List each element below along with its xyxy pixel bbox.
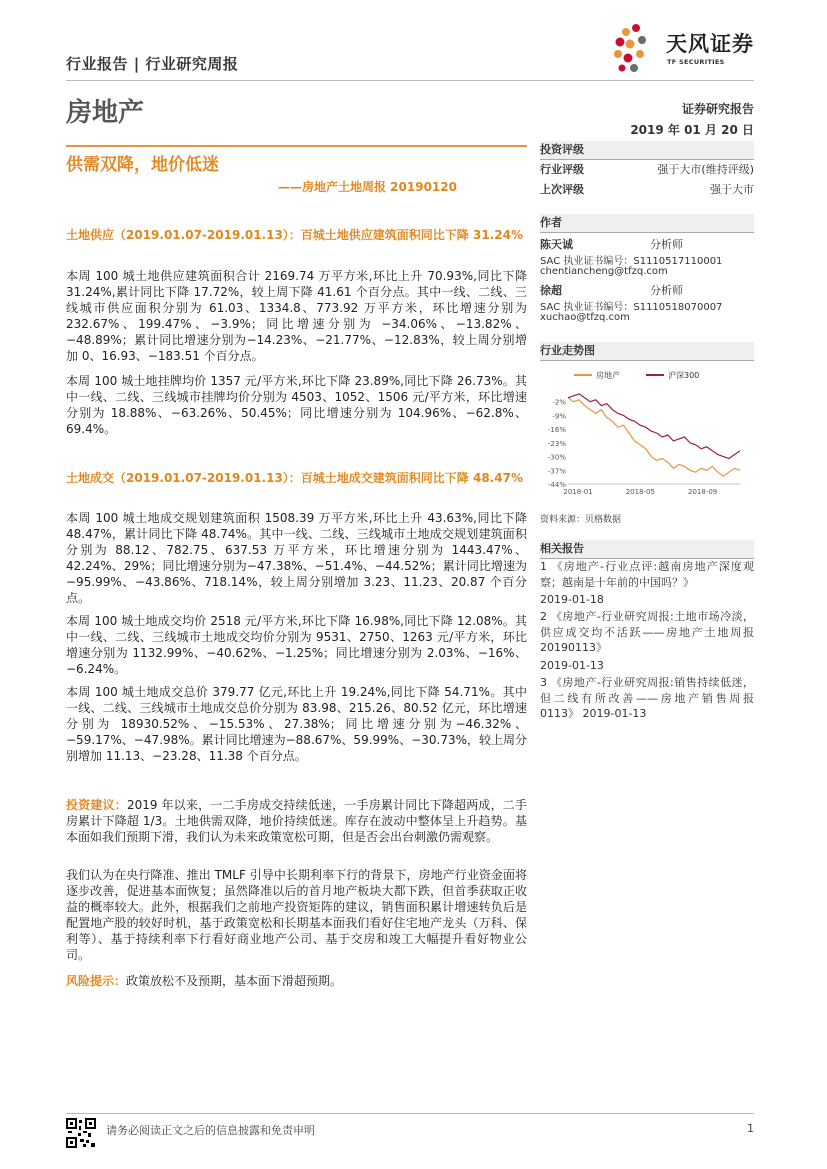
header-divider (66, 80, 754, 81)
previous-rating-label: 上次评级 (540, 183, 584, 196)
related-report-1[interactable]: 1 《房地产-行业点评:越南房地产深度观察；越南是十年前的中国吗？》 (540, 560, 754, 589)
x-tick-label: 2018-05 (625, 488, 655, 496)
section-land-supply-heading: 土地供应（2019.01.07-2019.01.13）：百城土地供应建筑面积同比下降 31.24% (66, 228, 523, 242)
y-tick-label: -23% (547, 439, 566, 448)
analyst-1-role: 分析师 (650, 238, 683, 251)
land-deal-para-3: 本周 100 城土地成交总价 379.77 亿元,环比上升 19.24%,同比下降 54.71%。其中一线、二线、三线城市土地成交总价分别为 83.98、215.26、80.52 亿元，环比增速分别为 18930.52%、−15.53%、27.38%；同比增速分别为−46.32%、−59.17%、−47.98%。累计同比增速为−88.67%、59.99%、−30.73%，较上周分别增加 11.13、−23.28、11.38 个百分点。 (66, 685, 527, 763)
related-report-2[interactable]: 2 《房地产-行业研究周报:土地市场冷淡，供应成交均不活跃——房地产土地周报 20190113》 (540, 610, 754, 654)
related-report-2-date: 2019-01-13 (540, 659, 604, 672)
risk-warning (66, 973, 527, 989)
industry-rating-value: 强于大市(维持评级) (657, 163, 754, 176)
analyst-2-role: 分析师 (650, 284, 683, 297)
footer-disclaimer: 请务必阅读正文之后的信息披露和免责申明 (106, 1124, 315, 1137)
y-tick-label: -37% (547, 467, 566, 476)
y-tick-label: -44% (547, 481, 566, 489)
analyst-1-email[interactable]: chentiancheng@tfzq.com (540, 266, 668, 277)
x-tick-label: 2018-09 (688, 488, 718, 496)
qr-code-icon (66, 1118, 96, 1148)
investment-advice-para-2: 我们认为在央行降准、推出 TMLF 引导中长期利率下行的背景下，房地产行业资金面将逐步改善，促进基本面恢复；虽然降准以后的首月地产板块大都下跌，但首季获取正收益的概率较大。此外，根据我们之前地产投资矩阵的建议，销售面积累计增速转负后是配置地产股的较好时机，基于政策宽松和长期基本面我们看好住宅地产龙头（万科、保利等）、基于持续利率下行看好商业地产公司、基于交房和竣工大幅提升看好物业公司。 (66, 868, 527, 962)
author-heading: 作者 (540, 214, 754, 233)
logo-text-cn: 天风证券 (666, 32, 754, 56)
report-title: 供需双降，地价低迷 (66, 155, 219, 175)
related-reports-heading: 相关报告 (540, 540, 754, 559)
industry-title: 房地产 (66, 98, 145, 128)
y-tick-label: -30% (547, 453, 566, 462)
analyst-2-email[interactable]: xuchao@tfzq.com (540, 312, 630, 323)
risk-warning-text: 政策放松不及预期，基本面下滑超预期。 (126, 974, 343, 988)
industry-trend-chart (540, 362, 754, 502)
chart-source: 资料来源：贝格数据 (540, 515, 622, 525)
report-category: 行业报告 | 行业研究周报 (66, 55, 239, 73)
trend-chart-heading: 行业走势图 (540, 342, 754, 361)
y-tick-label: -2% (552, 398, 566, 407)
investment-advice-label: 投资建议： (66, 798, 127, 812)
industry-rating-label: 行业评级 (540, 163, 584, 176)
legend-label: 房地产 (596, 371, 620, 380)
analyst-1-name: 陈天诚 (540, 238, 573, 251)
report-date: 2019 年 01 月 20 日 (630, 123, 754, 137)
related-report-3-date: 2019-01-13 (582, 707, 647, 720)
series-line-1 (568, 394, 740, 459)
land-deal-para-2: 本周 100 城土地成交均价 2518 元/平方米,环比下降 16.98%,同比下降 12.08%。其中一线、二线、三线城市土地成交均价分别为 9531、2750、1263 元/平方米，环比增速分别为 1132.99%、−40.62%、−1.25%；同比增速分别为 2.03%、−16%、−6.24%。 (66, 614, 527, 676)
risk-warning-label: 风险提示： (66, 974, 127, 988)
land-supply-para-2: 本周 100 城土地挂牌均价 1357 元/平方米,环比下降 23.89%,同比下降 26.73%。其中一线、二线、三线城市挂牌均价分别为 4503、1052、1506 元/平方米，环比增速分别为 18.88%、−63.26%、50.45%；同比增速分别为 104.96%、−62.8%、69.4%。 (66, 374, 527, 436)
y-tick-label: -9% (552, 412, 566, 421)
title-divider (66, 145, 527, 147)
investment-advice (66, 797, 527, 845)
section-land-deal-heading: 土地成交（2019.01.07-2019.01.13）：百城土地成交建筑面积同比下降 48.47% (66, 471, 523, 485)
series-line-0 (568, 398, 740, 476)
related-report-3[interactable] (540, 675, 754, 722)
analyst-2-name: 徐超 (540, 284, 562, 297)
report-type: 证券研究报告 (681, 102, 754, 116)
footer-divider (66, 1113, 754, 1114)
logo-text-en: TF SECURITIES (667, 58, 725, 66)
y-tick-label: -16% (547, 426, 566, 435)
x-tick-label: 2018-01 (563, 488, 593, 496)
rating-heading: 投资评级 (540, 141, 754, 160)
report-subtitle: ——房地产土地周报 20190120 (278, 180, 457, 194)
land-supply-para-1: 本周 100 城土地供应建筑面积合计 2169.74 万平方米,环比上升 70.93%,同比下降 31.24%,累计同比下降 17.72%，较上周下降 41.61 个百分点。其中一线、二线、三线城市供应面积分别为 61.03、1334.8、773.92 万平方米，环比增速分别为 232.67%、199.47%、−3.9%；同比增速分别为 −34.06%、−13.82%、−48.89%；累计同比增速分别为−14.23%、−21.77%、−12.83%，较上周分别增加 0、16.93、−183.51 个百分点。 (66, 269, 527, 363)
page-number: 1 (747, 1122, 754, 1135)
related-report-1-date: 2019-01-18 (540, 593, 604, 606)
analyst-1-sac: SAC 执业证书编号：S1110517110001 (540, 256, 723, 267)
analyst-2-sac: SAC 执业证书编号：S1110518070007 (540, 302, 723, 313)
related-report-3-title[interactable]: 3 《房地产-行业研究周报:销售持续低迷，但二线有所改善——房地产销售周报 0113》 (540, 676, 754, 720)
logo-flower-icon (606, 18, 664, 76)
tf-securities-logo (606, 18, 766, 76)
investment-advice-text: 2019 年以来，一二手房成交持续低迷，一手房累计同比下降超两成，二手房累计下降超 1/3。土地供需双降，地价持续低迷。库存在波动中整体呈上升趋势。基本面如我们预期下滑，我们认为未来政策宽松可期，但是否会出台刺激仍需观察。 (66, 798, 527, 844)
legend-label: 沪深300 (668, 371, 700, 380)
land-deal-para-1: 本周 100 城土地成交规划建筑面积 1508.39 万平方米,环比上升 43.63%,同比下降 48.47%，累计同比下降 48.74%。其中一线、二线、三线城市土地成交规划建筑面积分别为 88.12、782.75、637.53 万平方米，环比增速分别为 1443.47%、42.24%、29%；同比增速分别为−47.38%、−51.4%、−44.52%；累计同比增速为−95.99%、−43.86%、718.14%，较上周分别增加 3.23、11.23、20.87 个百分点。 (66, 511, 527, 605)
previous-rating-value: 强于大市 (710, 183, 754, 196)
